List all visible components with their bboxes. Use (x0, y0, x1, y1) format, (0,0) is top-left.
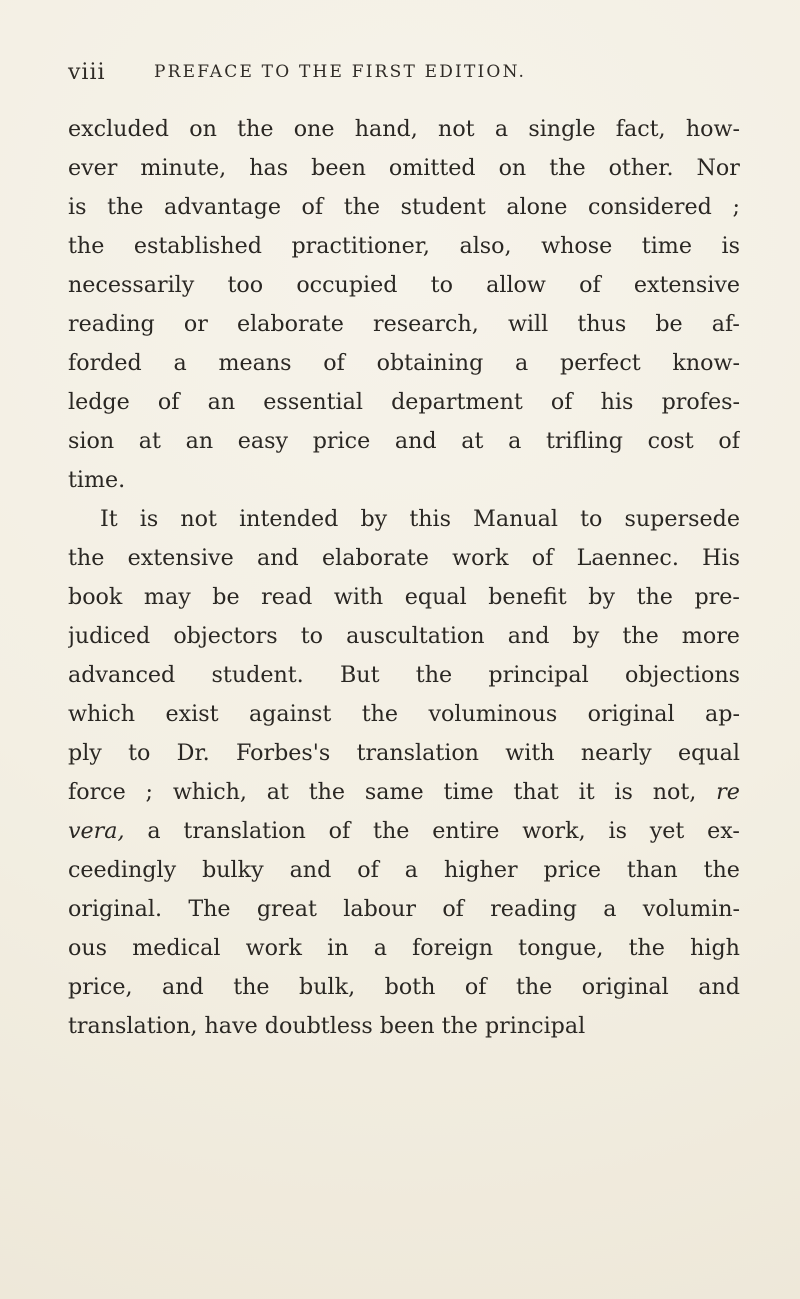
text-word: by (572, 623, 600, 649)
text-line (68, 578, 740, 617)
text-word: voluminous (428, 701, 558, 727)
text-line (68, 968, 740, 1007)
text-word: the (703, 857, 740, 883)
text-word: his (600, 389, 634, 415)
text-word: is (721, 233, 740, 259)
text-word: ous (68, 935, 108, 961)
text-word: elaborate (321, 545, 429, 571)
text-word: translation (183, 818, 306, 844)
text-word: nearly (580, 740, 652, 766)
text-word: same (364, 779, 424, 805)
text-line (68, 110, 740, 149)
text-word: department (391, 389, 523, 415)
text-word: and (162, 974, 204, 1000)
text-word: more (681, 623, 740, 649)
text-word: objections (624, 662, 740, 688)
text-word: also, (459, 233, 512, 259)
text-word: the (415, 662, 453, 688)
text-word: it (578, 779, 595, 805)
text-word: of (550, 389, 573, 415)
text-word: profes- (661, 389, 740, 415)
text-word: extensive (127, 545, 234, 571)
text-word: at (138, 428, 161, 454)
text-word: in (327, 935, 349, 961)
text-word: trifling (545, 428, 623, 454)
text-word: too (227, 272, 264, 298)
text-word: allow (486, 272, 546, 298)
text-word: the (233, 974, 270, 1000)
text-word: the (237, 116, 274, 142)
text-line (68, 227, 740, 266)
text-word: established (133, 233, 262, 259)
text-word: considered (588, 194, 712, 220)
text-word: the (636, 584, 673, 610)
text-word: advantage (163, 194, 281, 220)
text-line (68, 656, 740, 695)
text-line (68, 539, 740, 578)
text-word: intended (239, 506, 339, 532)
text-word: a (147, 818, 161, 844)
text-word: obtaining (376, 350, 484, 376)
text-word: is (608, 818, 627, 844)
text-word: But (340, 662, 380, 688)
text-word: of (157, 389, 180, 415)
text-word: a (508, 428, 522, 454)
text-word: occupied (296, 272, 398, 298)
page-number: viii (68, 60, 106, 85)
text-word: a (373, 935, 387, 961)
text-word: of (301, 194, 324, 220)
text-word: high (690, 935, 740, 961)
text-line (68, 266, 740, 305)
text-word: or (183, 311, 208, 337)
text-word: auscultation (346, 623, 485, 649)
running-head: PREFACE TO THE FIRST EDITION. (154, 62, 527, 82)
text-word: ex- (707, 818, 740, 844)
paragraph-start-line (68, 500, 740, 539)
text-word: the (628, 935, 665, 961)
text-word: the (361, 701, 399, 727)
text-word: and (394, 428, 437, 454)
text-word: on (498, 155, 527, 181)
text-word: higher (443, 857, 518, 883)
text-word: work (245, 935, 302, 961)
text-word: original. (68, 896, 163, 922)
text-word: bulk, (299, 974, 356, 1000)
text-word: the (373, 818, 410, 844)
text-word: objectors (173, 623, 278, 649)
text-word: student. (211, 662, 304, 688)
text-word: ply (68, 740, 102, 766)
text-word: ceedingly (68, 857, 177, 883)
text-word: on (189, 116, 217, 142)
text-word: His (702, 545, 740, 571)
text-word: work (452, 545, 509, 571)
text-word: necessarily (68, 272, 195, 298)
text-line (68, 851, 740, 890)
text-word: Forbes's (235, 740, 331, 766)
page-header (68, 58, 738, 92)
text-word: medical (132, 935, 221, 961)
text-word: of (323, 350, 345, 376)
text-word: and (507, 623, 550, 649)
text-word: how- (685, 116, 740, 142)
text-word: exist (165, 701, 219, 727)
text-word: is (139, 506, 159, 532)
text-word: with (505, 740, 555, 766)
text-word: Dr. (176, 740, 210, 766)
text-word: pre- (694, 584, 740, 610)
text-word: may (143, 584, 191, 610)
text-word: is (68, 194, 87, 220)
text-line (68, 773, 740, 812)
text-word: the (308, 779, 346, 805)
text-line (68, 695, 740, 734)
text-word: to (430, 272, 453, 298)
text-word: thus (577, 311, 627, 337)
text-word: be (212, 584, 240, 610)
text-word: other. (608, 155, 674, 181)
text-word: which (68, 701, 136, 727)
text-word: equal (677, 740, 740, 766)
text-word: of (464, 974, 487, 1000)
text-word: has (249, 155, 289, 181)
text-word: to (300, 623, 323, 649)
text-word: ledge (68, 389, 130, 415)
text-word: both (384, 974, 436, 1000)
text-word: of (442, 896, 464, 922)
text-line (68, 734, 740, 773)
text-word: be (655, 311, 683, 337)
text-word: price (312, 428, 371, 454)
text-word: practitioner, (291, 233, 430, 259)
text-word: the (343, 194, 381, 220)
text-word: perfect (560, 350, 641, 376)
text-word: forded (68, 350, 142, 376)
text-line (68, 617, 740, 656)
text-word: benefit (488, 584, 567, 610)
text-word: foreign (412, 935, 493, 961)
text-word: against (248, 701, 332, 727)
text-word: great (256, 896, 317, 922)
text-word: at (461, 428, 484, 454)
text-word: student (400, 194, 486, 220)
text-word: tongue, (518, 935, 604, 961)
text-word: ever (68, 155, 118, 181)
text-line (68, 188, 740, 227)
text-word: principal (488, 662, 589, 688)
text-word: of (357, 857, 379, 883)
text-word: hand, (354, 116, 418, 142)
text-word: Manual (473, 506, 558, 532)
text-word: a (404, 857, 418, 883)
text-word: ; (732, 194, 740, 220)
text-word: single (528, 116, 596, 142)
text-word: Laennec. (576, 545, 679, 571)
text-word: means (218, 350, 292, 376)
text-word: not (438, 116, 475, 142)
text-line (68, 383, 740, 422)
text-word: reading (68, 311, 155, 337)
text-line (68, 149, 740, 188)
text-word: one (293, 116, 335, 142)
text-word: the (622, 623, 659, 649)
text-word: read (261, 584, 313, 610)
text-line (68, 344, 740, 383)
text-line: time. (68, 467, 126, 493)
text-word: alone (506, 194, 568, 220)
text-word: at (266, 779, 289, 805)
text-word: which, (172, 779, 247, 805)
text-word: research, (372, 311, 479, 337)
text-line (68, 305, 740, 344)
text-word: fact, (615, 116, 666, 142)
text-word: af- (711, 311, 740, 337)
text-word: omitted (388, 155, 476, 181)
text-word: not, (652, 779, 697, 805)
text-word: essential (263, 389, 363, 415)
text-word: a (603, 896, 617, 922)
text-word: is (614, 779, 633, 805)
text-word: of (531, 545, 554, 571)
text-word: ap- (705, 701, 740, 727)
text-word: an (207, 389, 236, 415)
preface-text (68, 110, 740, 1046)
text-word: a (173, 350, 187, 376)
text-word: not (180, 506, 217, 532)
text-word: entire (432, 818, 500, 844)
text-line (68, 812, 740, 851)
text-word: price (543, 857, 601, 883)
text-word: to (128, 740, 151, 766)
text-word: with (333, 584, 384, 610)
text-word: time (641, 233, 692, 259)
text-word: time (443, 779, 494, 805)
text-word: price, (68, 974, 133, 1000)
text-word: equal (404, 584, 467, 610)
text-word: easy (237, 428, 289, 454)
text-word: yet (649, 818, 685, 844)
text-word: translation (356, 740, 479, 766)
text-word: sion (68, 428, 115, 454)
text-word: and (289, 857, 332, 883)
text-word: The (188, 896, 231, 922)
text-word: by (360, 506, 388, 532)
text-word: vera, (68, 818, 125, 844)
text-word: the (68, 233, 105, 259)
text-word: will (507, 311, 549, 337)
text-word: re (716, 779, 740, 805)
text-word: bulky (202, 857, 264, 883)
text-word: extensive (633, 272, 740, 298)
text-word: of (328, 818, 351, 844)
text-line: translation, have doubtless been the principal (68, 1013, 586, 1039)
text-word: than (626, 857, 678, 883)
text-word: that (513, 779, 559, 805)
text-word: the (68, 545, 105, 571)
text-word: book (68, 584, 123, 610)
text-word: Nor (696, 155, 740, 181)
text-word: original (581, 974, 669, 1000)
text-word: supersede (624, 506, 740, 532)
text-word: been (311, 155, 366, 181)
text-word: of (579, 272, 601, 298)
text-word: and (256, 545, 299, 571)
text-word: excluded (68, 116, 169, 142)
text-word: and (698, 974, 740, 1000)
text-word: ; (145, 779, 154, 805)
text-word: whose (541, 233, 613, 259)
text-word: the (549, 155, 586, 181)
text-word: a (515, 350, 529, 376)
text-word: original (587, 701, 675, 727)
text-word: an (185, 428, 214, 454)
text-line (68, 929, 740, 968)
text-word: by (588, 584, 616, 610)
text-word: a (494, 116, 509, 142)
text-word: reading (490, 896, 577, 922)
text-word: the (107, 194, 144, 220)
text-word: judiced (68, 623, 151, 649)
text-line (68, 890, 740, 929)
text-word: to (580, 506, 603, 532)
text-word: know- (672, 350, 740, 376)
text-line (68, 422, 740, 461)
text-word: minute, (140, 155, 227, 181)
text-word: of (718, 428, 740, 454)
text-word: this (409, 506, 452, 532)
text-word: advanced (68, 662, 176, 688)
text-word: It (100, 506, 118, 532)
text-word: elaborate (236, 311, 344, 337)
text-word: the (515, 974, 553, 1000)
text-word: cost (647, 428, 694, 454)
text-word: work, (522, 818, 586, 844)
text-word: volumin- (642, 896, 740, 922)
text-word: labour (343, 896, 417, 922)
text-word: force (68, 779, 126, 805)
